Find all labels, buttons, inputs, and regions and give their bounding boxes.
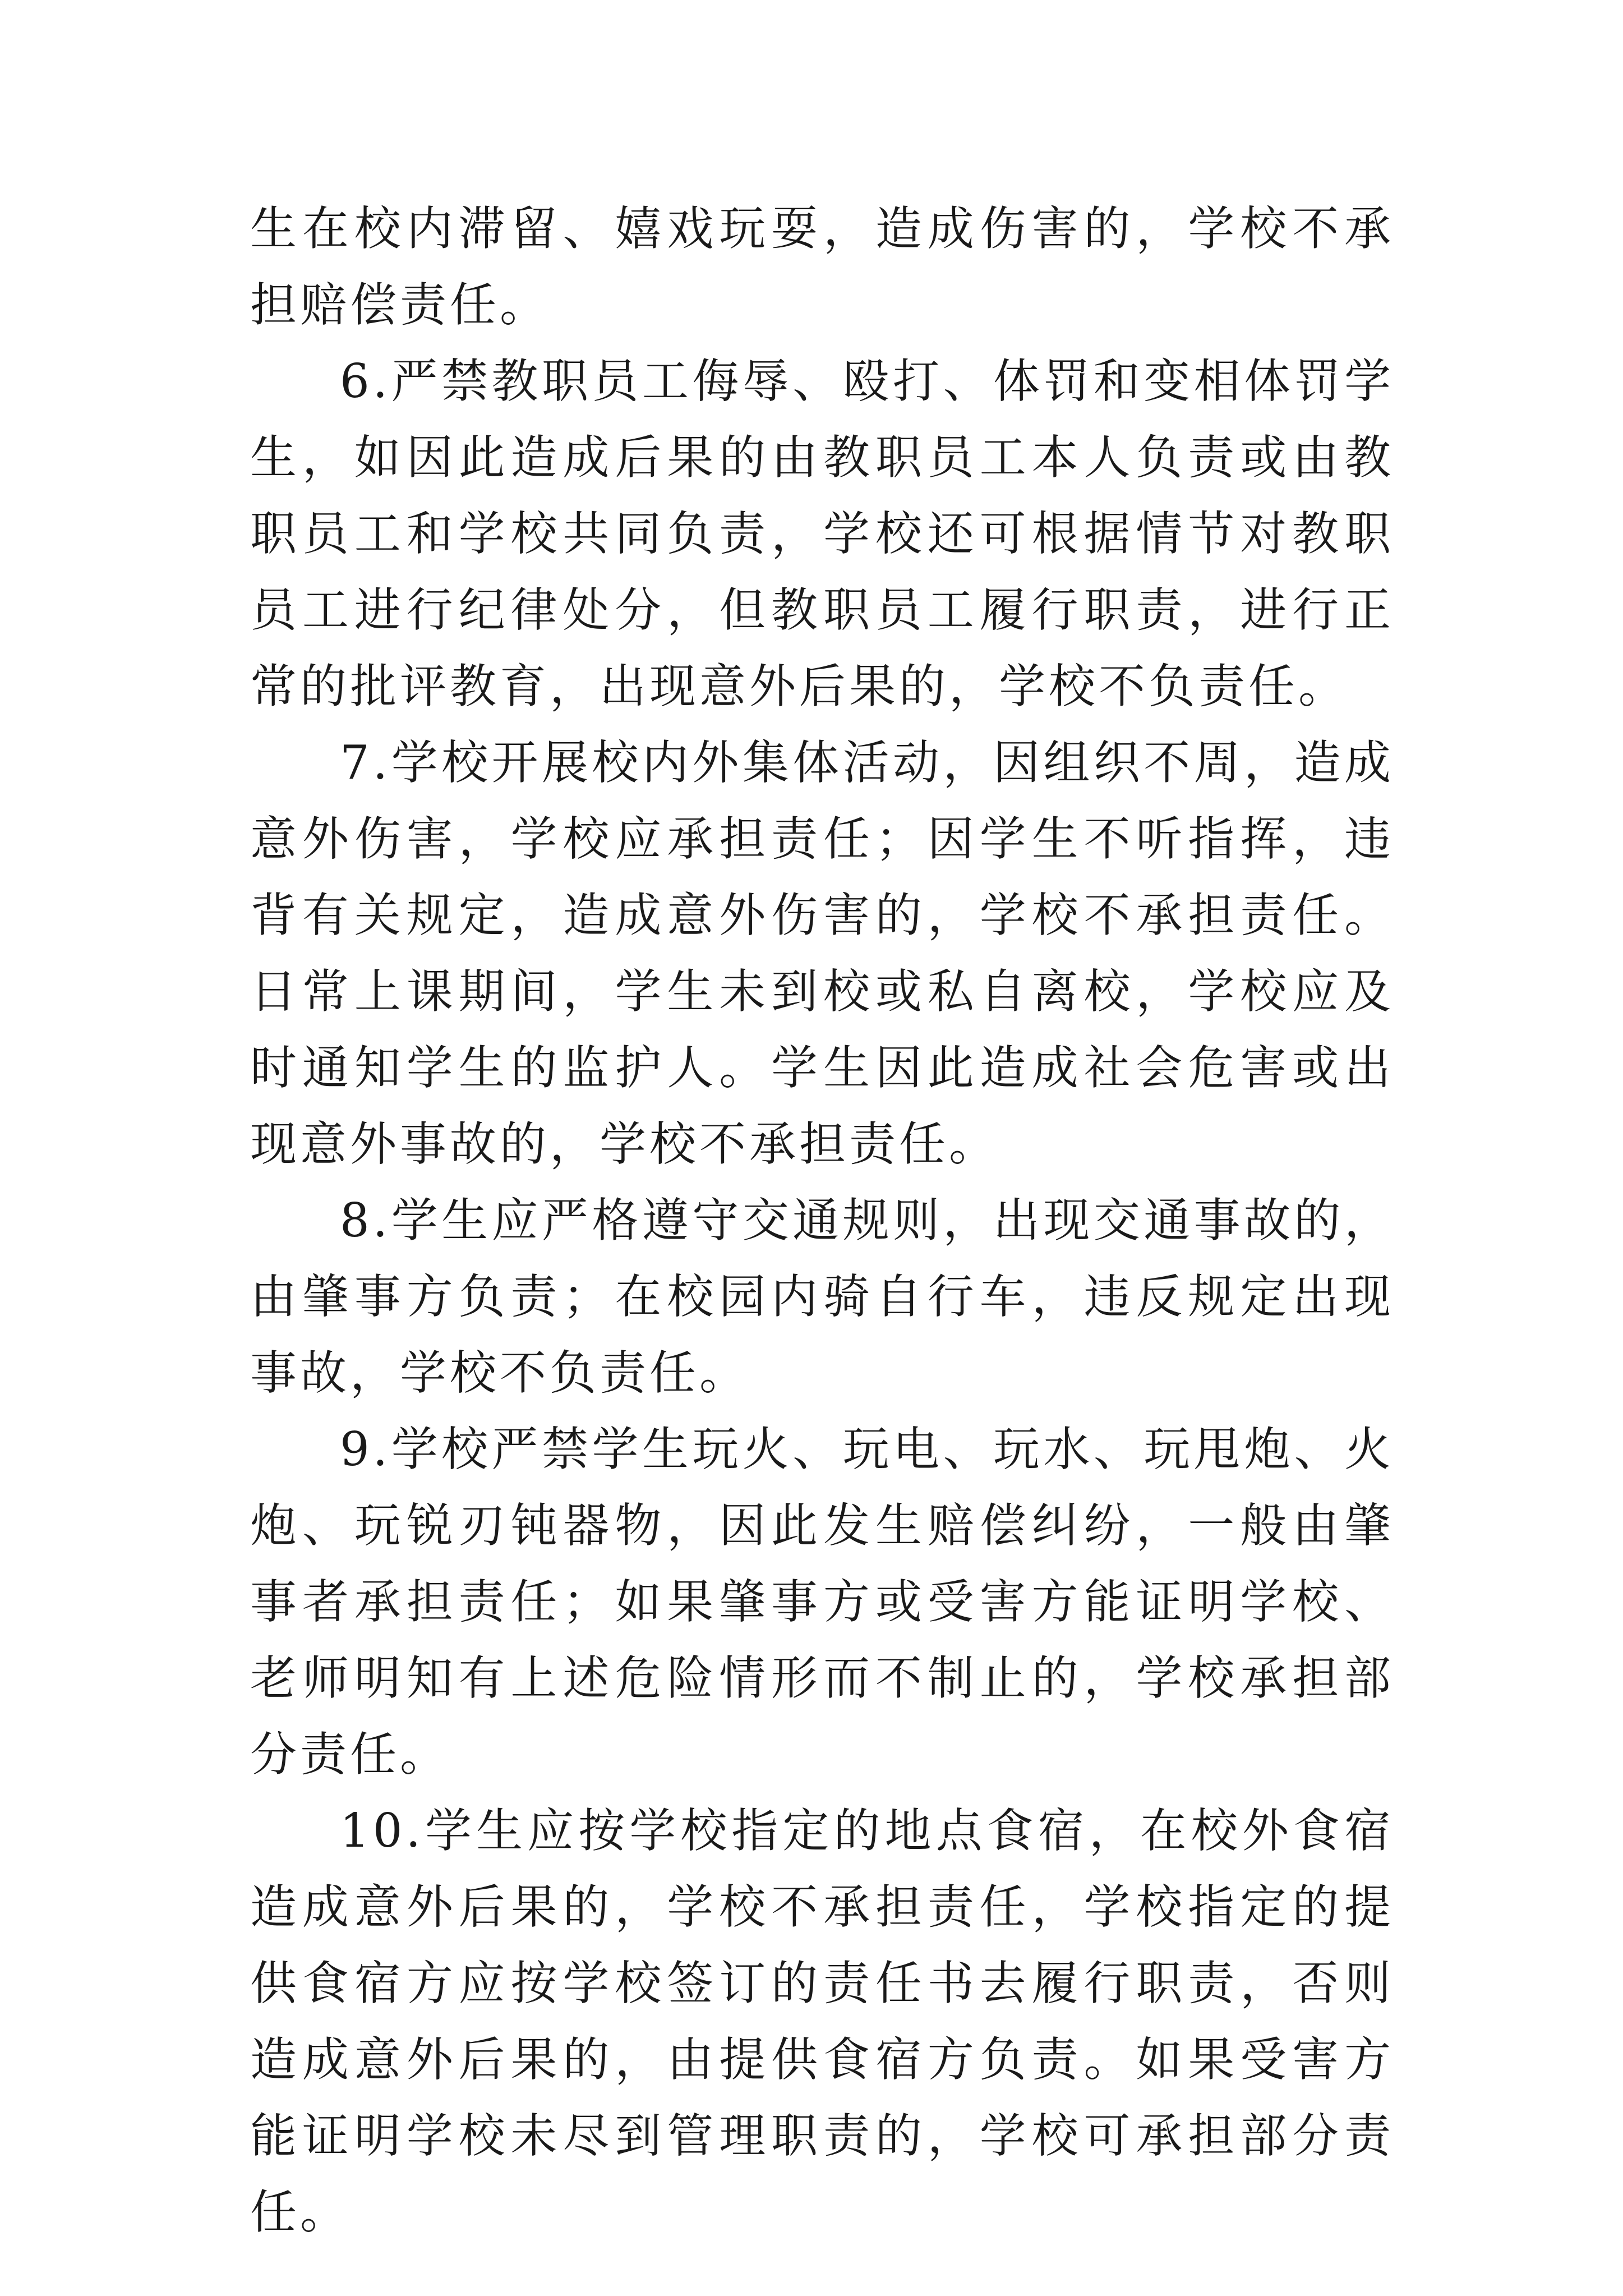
paragraph-item-7: 7.学校开展校内外集体活动，因组织不周，造成意外伤害，学校应承担责任；因学生不听指挥，违背有关规定，造成意外伤害的，学校不承担责任。日常上课期间，学生未到校或私自离校，学校应及时通知学生的监护人。学生因此造成社会危害或出现意外事故的，学校不承担责任。 — [250, 735, 1394, 1171]
paragraph-continuation: 生在校内滞留、嬉戏玩耍，造成伤害的，学校不承担赔偿责任。 — [250, 201, 1394, 332]
paragraph-item-6: 6.严禁教职员工侮辱、殴打、体罚和变相体罚学生，如因此造成后果的由教职员工本人负责或由教职员工和学校共同负责，学校还可根据情节对教职员工进行纪律处分，但教职员工履行职责，进行正常的批评教育，出现意外后果的，学校不负责任。 — [250, 354, 1394, 714]
document-body — [250, 191, 1394, 2251]
paragraph-item-8: 8.学生应严格遵守交通规则，出现交通事故的，由肇事方负责；在校园内骑自行车，违反规定出现事故，学校不负责任。 — [250, 1193, 1394, 1400]
paragraph-item-9: 9.学校严禁学生玩火、玩电、玩水、玩甩炮、火炮、玩锐刃钝器物，因此发生赔偿纠纷，一般由肇事者承担责任；如果肇事方或受害方能证明学校、老师明知有上述危险情形而不制止的，学校承担部分责任。 — [250, 1422, 1394, 1782]
paragraph-item-10: 10.学生应按学校指定的地点食宿，在校外食宿造成意外后果的，学校不承担责任，学校指定的提供食宿方应按学校签订的责任书去履行职责，否则造成意外后果的，由提供食宿方负责。如果受害方能证明学校未尽到管理职责的，学校可承担部分责任。 — [250, 1803, 1394, 2239]
